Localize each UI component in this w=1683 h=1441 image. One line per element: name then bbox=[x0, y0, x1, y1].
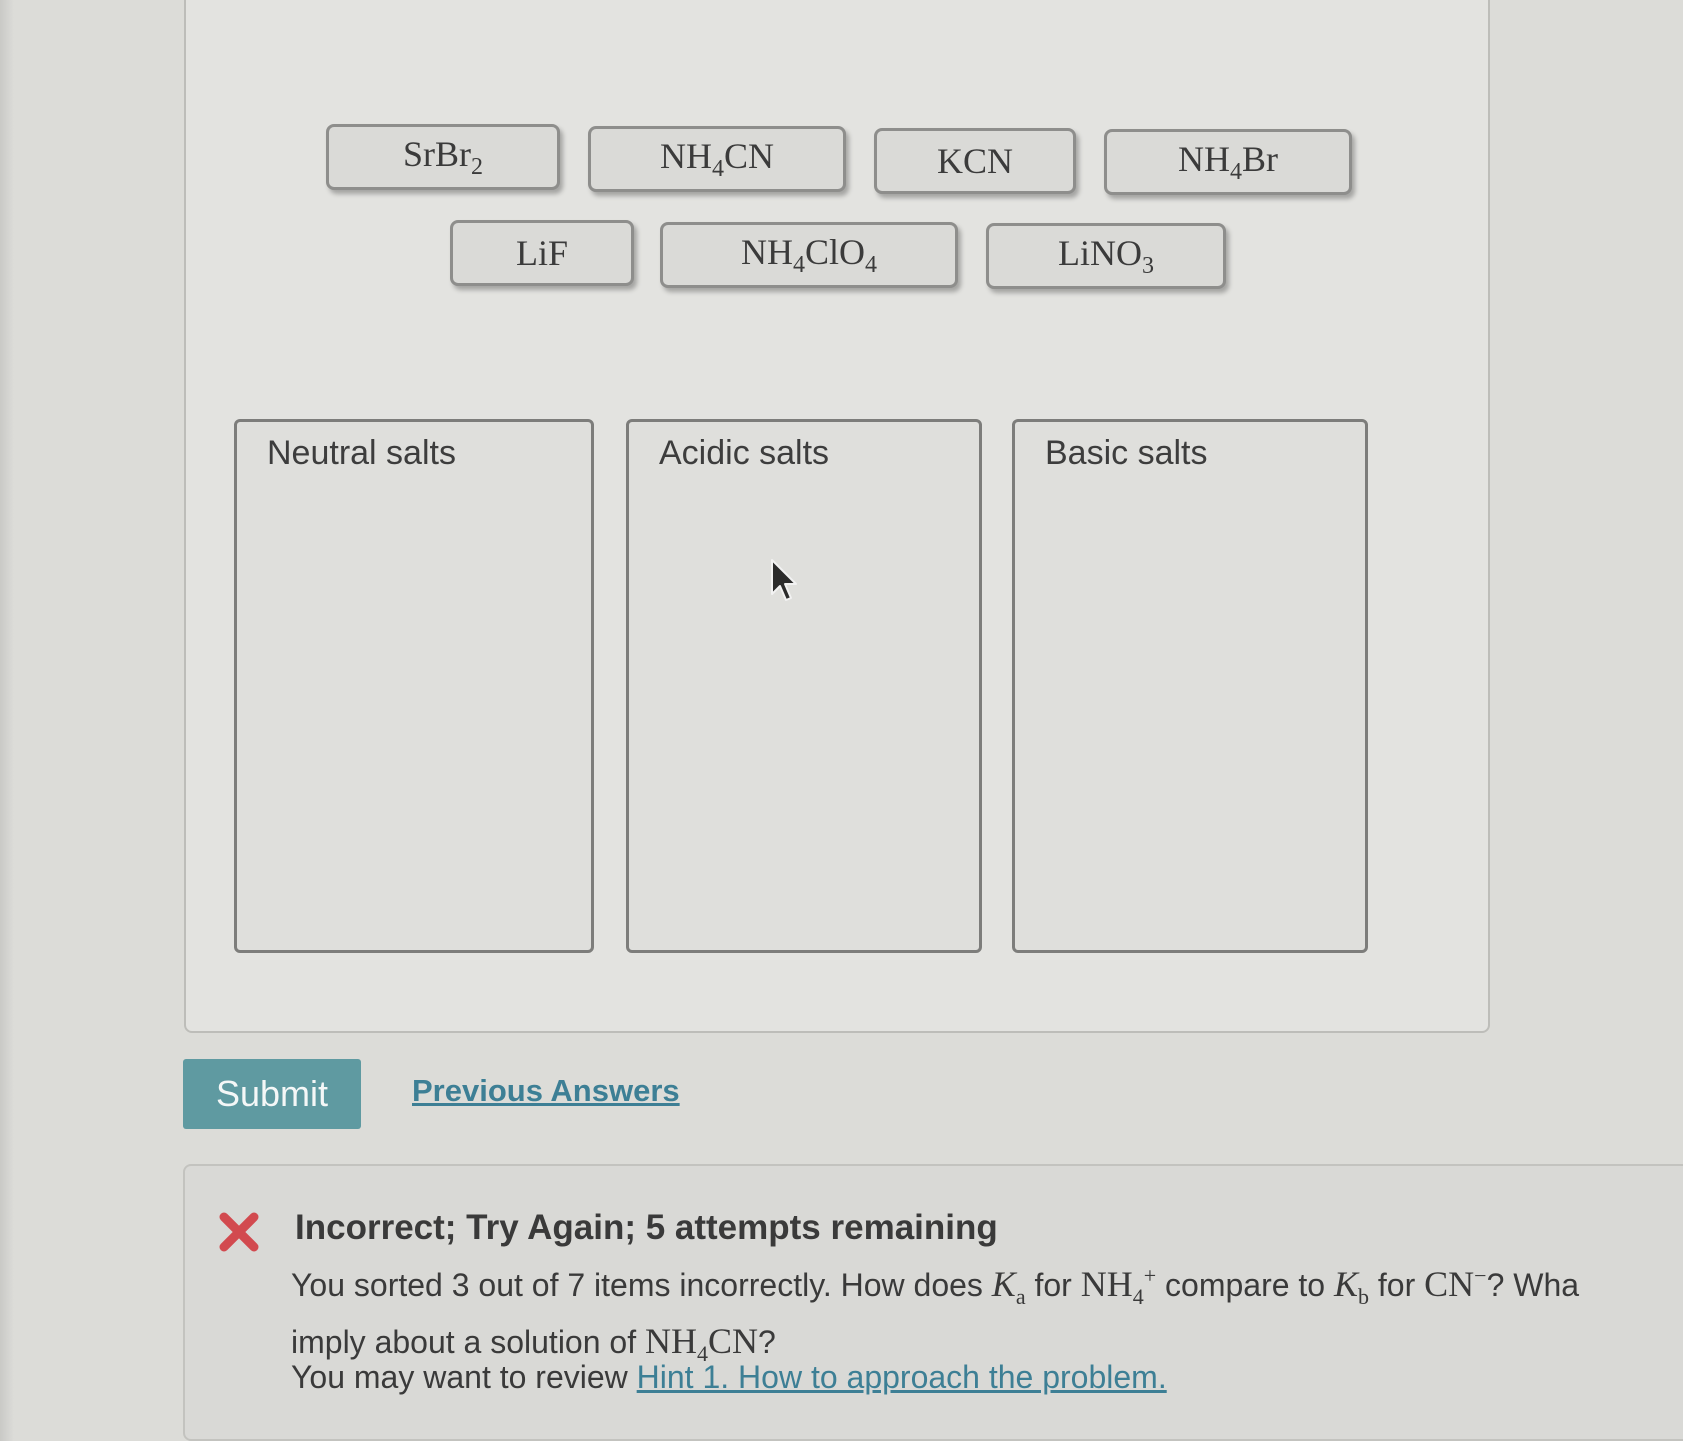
acidic-salts-title: Acidic salts bbox=[659, 434, 830, 472]
submit-button[interactable]: Submit bbox=[183, 1059, 361, 1129]
previous-answers-link[interactable]: Previous Answers bbox=[412, 1073, 680, 1108]
page-edge bbox=[0, 0, 14, 1441]
item-nh4cn[interactable] bbox=[588, 126, 846, 192]
item-lino3-label: LiNO$_3$ bbox=[1058, 233, 1154, 279]
neutral-salts-bin[interactable] bbox=[234, 419, 594, 953]
acidic-salts-bin[interactable] bbox=[626, 419, 982, 953]
item-nh4clo4-label: $NH_4ClO_4$ bbox=[740, 232, 877, 278]
item-nh4clo4[interactable] bbox=[660, 222, 958, 288]
hint-line bbox=[291, 1359, 1167, 1396]
item-lino3[interactable] bbox=[986, 223, 1226, 289]
item-lif[interactable] bbox=[450, 220, 634, 286]
feedback-panel bbox=[183, 1164, 1683, 1441]
basic-salts-bin[interactable] bbox=[1012, 419, 1368, 953]
item-lif-label: LiF bbox=[515, 233, 568, 273]
item-nh4cn-label: $NH_4CN$ bbox=[659, 136, 774, 182]
item-srbr2-label: SrBr$_2$ bbox=[402, 134, 483, 180]
neutral-salts-title: Neutral salts bbox=[267, 434, 456, 472]
x-icon bbox=[219, 1212, 259, 1252]
hint-prefix: You may want to review bbox=[291, 1359, 637, 1395]
item-nh4br[interactable] bbox=[1104, 129, 1352, 195]
item-kcn[interactable] bbox=[874, 128, 1076, 194]
feedback-title: Incorrect; Try Again; 5 attempts remaining bbox=[295, 1208, 998, 1247]
item-kcn-label: KCN bbox=[936, 141, 1013, 181]
item-srbr2[interactable] bbox=[326, 124, 560, 190]
item-nh4br-label: $NH_4Br$ bbox=[1178, 139, 1278, 185]
hint-1-link[interactable]: Hint 1. How to approach the problem. bbox=[636, 1359, 1167, 1395]
basic-salts-title: Basic salts bbox=[1045, 434, 1208, 472]
feedback-line-1: You sorted 3 out of 7 items incorrectly. How does $K_a$ for $NH_4^+$ compare to $K_b$ for CN−? Wha bbox=[291, 1263, 1580, 1310]
feedback-line-2: imply about a solution of $NH_4CN$? bbox=[291, 1321, 776, 1367]
sorting-panel bbox=[184, 0, 1490, 1033]
